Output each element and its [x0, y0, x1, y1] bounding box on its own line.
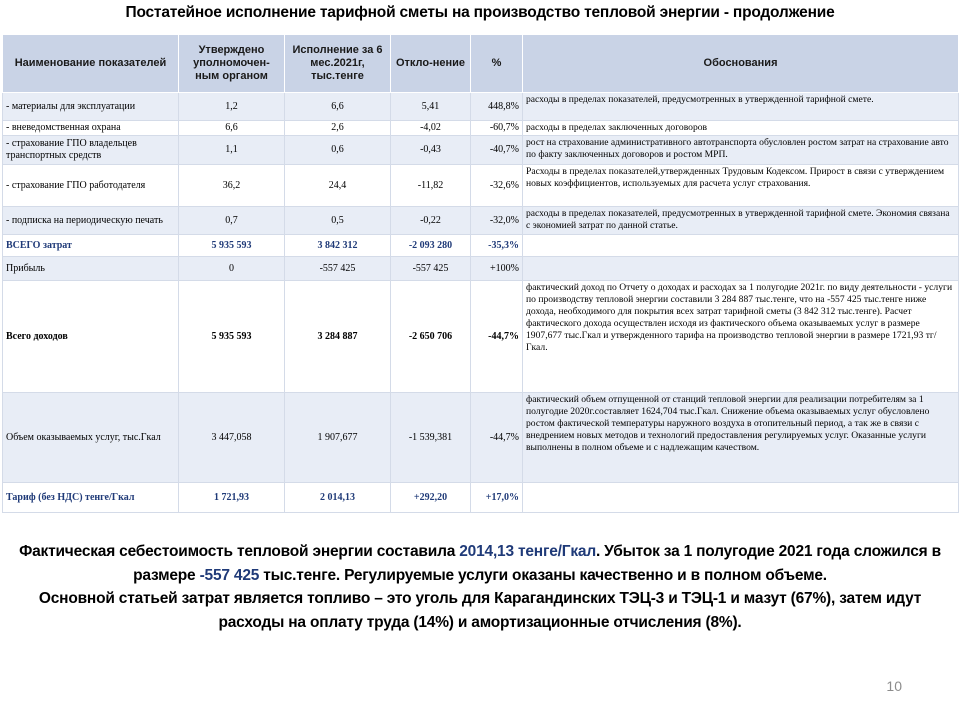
cost-value: 2014,13 тенге/Гкал: [459, 543, 596, 560]
summary-paragraph-2: Основной статьей затрат является топливо – это уголь для Карагандинских ТЭЦ-3 и ТЭЦ-1 и мазут (67%), затем идут расходы на оплату труда (14%) и амортизационные отчисления (8%).: [38, 590, 922, 631]
row-deviation: -2 650 706: [391, 281, 471, 393]
row-deviation: -557 425: [391, 257, 471, 281]
row-reason: [523, 235, 959, 257]
table-row: [3, 165, 959, 207]
summary-text-b: . Убыток за 1 полугодие 2021 года сложился в размере: [133, 543, 941, 584]
tariff-execution-table: [2, 34, 959, 513]
row-percent: -60,7%: [471, 121, 523, 136]
row-approved: 36,2: [179, 165, 285, 207]
row-reason: расходы в пределах показателей, предусмотренных в утвержденной тарифной смете.: [523, 93, 959, 121]
summary-text-c: тыс.тенге. Регулируемые услуги оказаны качественно и в полном объеме.: [259, 566, 827, 584]
row-approved: 5 935 593: [179, 281, 285, 393]
row-name: Тариф (без НДС) тенге/Гкал: [3, 483, 179, 513]
row-actual: 6,6: [285, 93, 391, 121]
summary-paragraph-1: [10, 540, 950, 587]
row-approved: 1,2: [179, 93, 285, 121]
table-row: [3, 207, 959, 235]
row-percent: +100%: [471, 257, 523, 281]
table-row: [3, 136, 959, 165]
row-deviation: 5,41: [391, 93, 471, 121]
row-actual: 2,6: [285, 121, 391, 136]
row-approved: 1 721,93: [179, 483, 285, 513]
header-percent: %: [471, 35, 523, 93]
page-number: 10: [886, 678, 902, 694]
table-row-tariff: [3, 483, 959, 513]
table-row-total-income: [3, 281, 959, 393]
row-deviation: +292,20: [391, 483, 471, 513]
row-name: - страхование ГПО владельцев транспортных средств: [3, 136, 179, 165]
row-deviation: -4,02: [391, 121, 471, 136]
row-actual: 1 907,677: [285, 393, 391, 483]
table-header-row: [3, 35, 959, 93]
row-deviation: -2 093 280: [391, 235, 471, 257]
row-actual: 24,4: [285, 165, 391, 207]
row-name: - подписка на периодическую печать: [3, 207, 179, 235]
row-reason: фактический объем отпущенной от станций тепловой энергии для реализации потребителям за 1 полугодие 2020г.составляет 1624,704 тыс.Гкал. Снижение объема оказываемых услуг обусловлено ростом фактической температуры наружного воздуха в отопительный период, а так же в связи с внедрением новых методов и технологий предоставления регулируемых услуг. Оказанные услуги выполнены в полном объеме и с надлежащим качеством.: [523, 393, 959, 483]
row-percent: -32,6%: [471, 165, 523, 207]
page-title: Постатейное исполнение тарифной сметы на производство тепловой энергии - продолжение: [125, 4, 835, 21]
row-reason: рост на страхование административного автотранспорта обусловлен ростом затрат на страхование авто по факту заключенных договоров и ростом МРП.: [523, 136, 959, 165]
row-deviation: -11,82: [391, 165, 471, 207]
row-actual: 3 842 312: [285, 235, 391, 257]
row-percent: 448,8%: [471, 93, 523, 121]
table-row: [3, 93, 959, 121]
row-actual: 0,6: [285, 136, 391, 165]
row-percent: -44,7%: [471, 281, 523, 393]
row-actual: 2 014,13: [285, 483, 391, 513]
table-row-volume: [3, 393, 959, 483]
row-name: Объем оказываемых услуг, тыс.Гкал: [3, 393, 179, 483]
row-approved: 0,7: [179, 207, 285, 235]
row-approved: 1,1: [179, 136, 285, 165]
header-name: Наименование показателей: [3, 35, 179, 93]
row-deviation: -0,22: [391, 207, 471, 235]
row-percent: -40,7%: [471, 136, 523, 165]
row-deviation: -1 539,381: [391, 393, 471, 483]
row-deviation: -0,43: [391, 136, 471, 165]
row-reason: [523, 257, 959, 281]
header-actual: Исполнение за 6 мес.2021г, тыс.тенге: [285, 35, 391, 93]
row-percent: -44,7%: [471, 393, 523, 483]
row-name: Всего доходов: [3, 281, 179, 393]
row-name: - страхование ГПО работодателя: [3, 165, 179, 207]
row-reason: расходы в пределах заключенных договоров: [523, 121, 959, 136]
header-reason: Обоснования: [523, 35, 959, 93]
row-reason: Расходы в пределах показателей,утвержденных Трудовым Кодексом. Прирост в связи с утверждением новых коэффициентов, используемых для расчета услуг страхования.: [523, 165, 959, 207]
row-approved: 0: [179, 257, 285, 281]
summary-text-a: Фактическая себестоимость тепловой энергии составила: [19, 543, 460, 560]
row-reason: расходы в пределах показателей, предусмотренных в утвержденной тарифной смете. Экономия связана с экономией затрат по данной статье.: [523, 207, 959, 235]
row-name: ВСЕГО затрат: [3, 235, 179, 257]
row-actual: -557 425: [285, 257, 391, 281]
header-deviation: Откло-нение: [391, 35, 471, 93]
row-percent: +17,0%: [471, 483, 523, 513]
row-actual: 3 284 887: [285, 281, 391, 393]
loss-value: -557 425: [199, 566, 260, 584]
row-approved: 5 935 593: [179, 235, 285, 257]
row-name: Прибыль: [3, 257, 179, 281]
row-name: - вневедомственная охрана: [3, 121, 179, 136]
table-row-profit: [3, 257, 959, 281]
row-reason: фактический доход по Отчету о доходах и расходах за 1 полугодие 2021г. по виду деятельности - услуги по производству тепловой энергии составили 3 284 887 тыс.тенге, что на -557 425 тыс.тенге ниже дохода, необходимого для покрытия всех затрат тарифной сметы (3 842 312 тыс.тенге). Расчет фактического дохода осуществлен исходя из фактического объема оказываемых услуг в размере 1907,677 тыс.Гкал и утвержденного тарифа на производство тепловой энергии в размере 1721,93 тг/Гкал.: [523, 281, 959, 393]
row-name: - материалы для эксплуатации: [3, 93, 179, 121]
row-approved: 6,6: [179, 121, 285, 136]
header-approved: Утверждено уполномочен-ным органом: [179, 35, 285, 93]
table-row-total-costs: [3, 235, 959, 257]
row-reason: [523, 483, 959, 513]
row-percent: -35,3%: [471, 235, 523, 257]
row-actual: 0,5: [285, 207, 391, 235]
table-row: [3, 121, 959, 136]
row-percent: -32,0%: [471, 207, 523, 235]
summary-text: [10, 540, 950, 634]
row-approved: 3 447,058: [179, 393, 285, 483]
